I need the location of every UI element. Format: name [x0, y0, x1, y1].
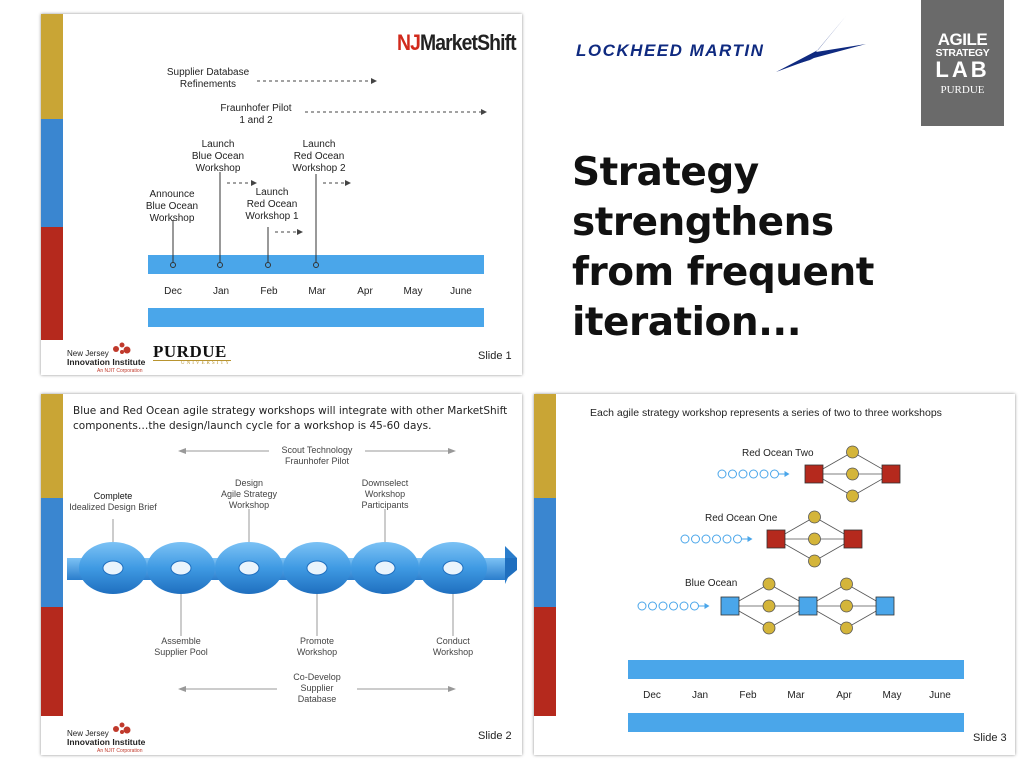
chain-dot [713, 535, 721, 543]
idea-node [809, 533, 821, 545]
workshop-node-red [844, 530, 862, 548]
njit-line3: An NJIT Corporation [97, 368, 143, 374]
month-label: Mar [787, 690, 805, 701]
purdue-wordmark: PURDUE [153, 343, 231, 361]
chain-arrowhead [748, 536, 753, 542]
milestone-jan [218, 263, 223, 268]
chain-dot [702, 535, 710, 543]
idea-node [763, 622, 775, 634]
chain-dot [739, 470, 747, 478]
slide-2 [41, 394, 522, 755]
agile-strategy-lab-logo [921, 0, 1004, 126]
chain-dot [771, 470, 779, 478]
idea-node [847, 490, 859, 502]
label-launch-blue-ocean: Launch Blue Ocean Workshop [191, 139, 245, 174]
label-conduct-workshop: Conduct Workshop [432, 636, 474, 657]
month-label: Dec [643, 690, 661, 701]
headline: Strategy strengthens from frequent iteration... [572, 150, 874, 345]
njit-line3: An NJIT Corporation [97, 748, 143, 754]
chain-dot [638, 602, 646, 610]
milestone-dec [171, 263, 176, 268]
chain-dot [729, 470, 737, 478]
chain-dot [670, 602, 678, 610]
slide-3 [534, 394, 1015, 755]
chain-dot [649, 602, 657, 610]
label-assemble-supplier: Assemble Supplier Pool [154, 636, 208, 657]
njit-line1: New Jersey [67, 349, 109, 358]
chain-dot [659, 602, 667, 610]
workshop-node-red [805, 465, 823, 483]
month-label: Apr [836, 690, 852, 701]
chain-rings [79, 542, 487, 594]
chain-dot [760, 470, 768, 478]
workshop-node-red [882, 465, 900, 483]
chain-dot [691, 602, 699, 610]
month-label: June [450, 286, 472, 297]
slide-1 [41, 14, 522, 375]
label-codevelop-database: Co-Develop Supplier Database [277, 672, 357, 705]
njit-line2: Innovation Institute [67, 737, 146, 747]
slide-number: Slide 1 [478, 350, 512, 362]
chain-arrowhead [705, 603, 710, 609]
timeline-bar-top [628, 660, 964, 679]
lab-line2: STRATEGY [935, 47, 990, 59]
purdue-logo [153, 343, 231, 366]
label-announce-blue-ocean: Announce Blue Ocean Workshop [145, 189, 199, 224]
workshop-node-red [767, 530, 785, 548]
idea-node [841, 622, 853, 634]
chain-dot [680, 602, 688, 610]
logo-marketshift: MarketShift [419, 30, 516, 55]
slide-number: Slide 3 [973, 732, 1007, 744]
chain-dot [750, 470, 758, 478]
lockheed-star-icon [754, 14, 874, 84]
workshop-node-blue [799, 597, 817, 615]
month-label: May [882, 690, 902, 701]
month-label: Feb [739, 690, 757, 701]
label-blue-ocean: Blue Ocean [685, 578, 738, 589]
slide3-title: Each agile strategy workshop represents a series of two to three workshops [590, 407, 942, 419]
label-downselect: Downselect Workshop Participants [361, 478, 409, 510]
label-launch-red-ocean-2: Launch Red Ocean Workshop 2 [292, 139, 346, 174]
label-design-workshop: Design Agile Strategy Workshop [220, 478, 278, 510]
idea-node [809, 555, 821, 567]
label-supplier-refinements: Supplier Database Refinements [166, 67, 250, 90]
label-red-ocean-one: Red Ocean One [705, 513, 778, 524]
chain-arrowhead [785, 471, 790, 477]
month-label: Apr [357, 286, 373, 297]
month-label: Jan [212, 286, 230, 297]
lab-line4: PURDUE [940, 84, 985, 96]
lab-line3: LAB [935, 57, 990, 82]
chain-dot [723, 535, 731, 543]
workshop-node-blue [721, 597, 739, 615]
milestone-mar [314, 263, 319, 268]
month-label: Jan [691, 690, 709, 701]
label-red-ocean-two: Red Ocean Two [742, 448, 814, 459]
label-promote-workshop: Promote Workshop [296, 636, 338, 657]
month-label: Dec [164, 286, 182, 297]
timeline-bar-bottom [148, 308, 484, 327]
purdue-sub: UNIVERSITY [181, 361, 231, 366]
idea-node [841, 578, 853, 590]
lab-line1: AGILE [937, 30, 988, 49]
label-scout-technology: Scout Technology Fraunhofer Pilot [269, 445, 365, 467]
chain-dot [692, 535, 700, 543]
label-complete: Complete [93, 491, 133, 501]
idea-node [763, 578, 775, 590]
timeline-bar-bottom [628, 713, 964, 732]
month-label: Mar [308, 286, 326, 297]
chain-dot [734, 535, 742, 543]
njit-line2: Innovation Institute [67, 357, 146, 367]
slide2-title: Blue and Red Ocean agile strategy workshops will integrate with other MarketShift components…the design/launch cycle for a workshop is 45-60 days. [73, 405, 508, 432]
logo-nj: NJ [397, 30, 420, 55]
month-label: June [929, 690, 951, 701]
month-label: Feb [260, 286, 278, 297]
chain-dot [681, 535, 689, 543]
idea-node [841, 600, 853, 612]
slide-number: Slide 2 [478, 730, 512, 742]
idea-node [847, 446, 859, 458]
month-label: May [403, 286, 423, 297]
chain-dot [718, 470, 726, 478]
label-complete-sub: Idealized Design Brief [69, 502, 157, 512]
lockheed-wordmark: LOCKHEED MARTIN [576, 41, 765, 60]
idea-node [763, 600, 775, 612]
idea-node [847, 468, 859, 480]
njit-line1: New Jersey [67, 729, 109, 738]
label-launch-red-ocean-1: Launch Red Ocean Workshop 1 [245, 187, 299, 222]
label-fraunhofer-pilot: Fraunhofer Pilot 1 and 2 [220, 103, 292, 126]
lockheed-martin-logo [574, 14, 874, 84]
idea-node [809, 511, 821, 523]
milestone-feb [266, 263, 271, 268]
workshop-node-blue [876, 597, 894, 615]
